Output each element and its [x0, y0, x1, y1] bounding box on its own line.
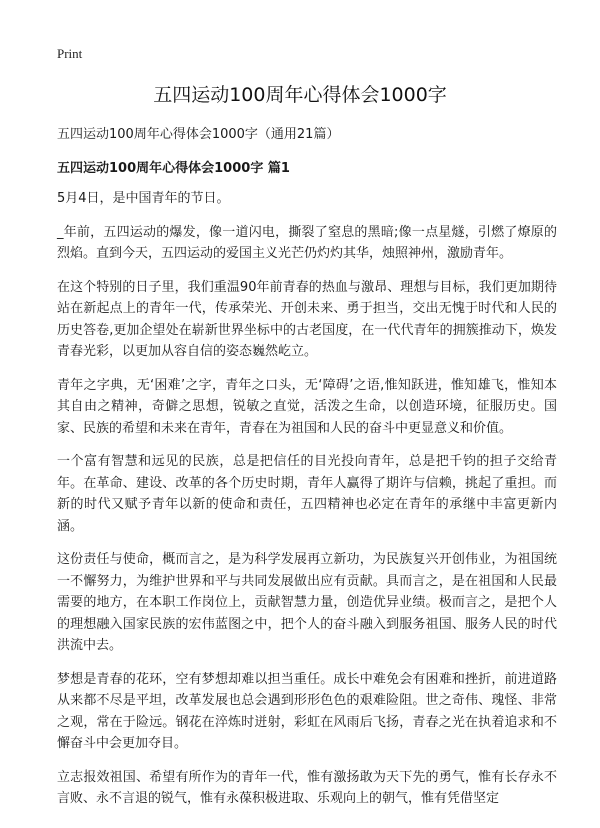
paragraph-1: 5月4日，是中国青年的节日。: [57, 191, 230, 206]
paragraph-8: 立志报效祖国、希望有所作为的青年一代，惟有激扬敢为天下先的勇气，惟有长存永不言败、永不言退的锐气，惟有永葆积极进取、乐观向上的朝气，惟有凭借坚定: [57, 769, 557, 806]
page-title: 五四运动100周年心得体会1000字: [153, 84, 447, 106]
paragraph-5: 一个富有智慧和远见的民族，总是把信任的目光投向青年，总是把千钧的担子交给青年。在革命、建设、改革的各个历史时期，青年人赢得了期许与信赖，挑起了重担。而新的时代又赋予青年以新的使命和责任，五四精神也必定在青年的承继中丰富更新内涵。: [57, 454, 557, 534]
paragraph-4: 青年之字典，无‘困难’之字，青年之口头，无‘障碍’之语,惟知跃进，惟知雄飞，惟知本其自由之精神，奇僻之思想，锐敏之直觉，活泼之生命，以创造环境，征服历史。国家、民族的希望和未来在青年，青春在为祖国和人民的奋斗中更显意义和价值。: [57, 377, 557, 436]
section-heading: 五四运动100周年心得体会1000字 篇1: [57, 160, 290, 176]
print-link[interactable]: Print: [57, 46, 83, 61]
paragraph-3: 在这个特别的日子里，我们重温90年前青春的热血与激昂、理想与目标，我们更加期待站在新起点上的青年一代，传承荣光、开创未来、勇于担当，交出无愧于时代和人民的历史答卷,更加企望处在崭新世界坐标中的古老国度，在一代代青年的拥簇推动下，焕发青春光彩，以更加从容自信的姿态巍然屹立。: [57, 279, 557, 359]
document-body: [57, 124, 557, 822]
paragraph-7: 梦想是青春的花环，空有梦想却难以担当重任。成长中难免会有困难和挫折，前进道路从来都不尽是平坦，改革发展也总会遇到形形色色的艰难险阻。世之奇伟、瑰怪、非常之观，常在于险远。钢花在淬炼时迸射，彩虹在风雨后飞扬，青春之光在执着追求和不懈奋斗中会更加夺目。: [57, 671, 557, 751]
document-subtitle: 五四运动100周年心得体会1000字（通用21篇）: [57, 127, 340, 142]
paragraph-6: 这份责任与使命，概而言之，是为科学发展再立新功，为民族复兴开创伟业，为祖国统一不懈努力，为维护世界和平与共同发展做出应有贡献。具而言之，是在祖国和人民最需要的地方，在本职工作岗位上，贡献智慧力量，创造优异业绩。极而言之，是把个人的理想融入国家民族的宏伟蓝图之中，把个人的奋斗融入到服务祖国、服务人民的时代洪流中去。: [57, 552, 557, 653]
paragraph-2: _年前，五四运动的爆发，像一道闪电，撕裂了窒息的黑暗;像一点星燧，引燃了燎原的烈焰。直到今天，五四运动的爱国主义光芒仍灼灼其华，烛照神州，激励青年。: [57, 224, 557, 261]
